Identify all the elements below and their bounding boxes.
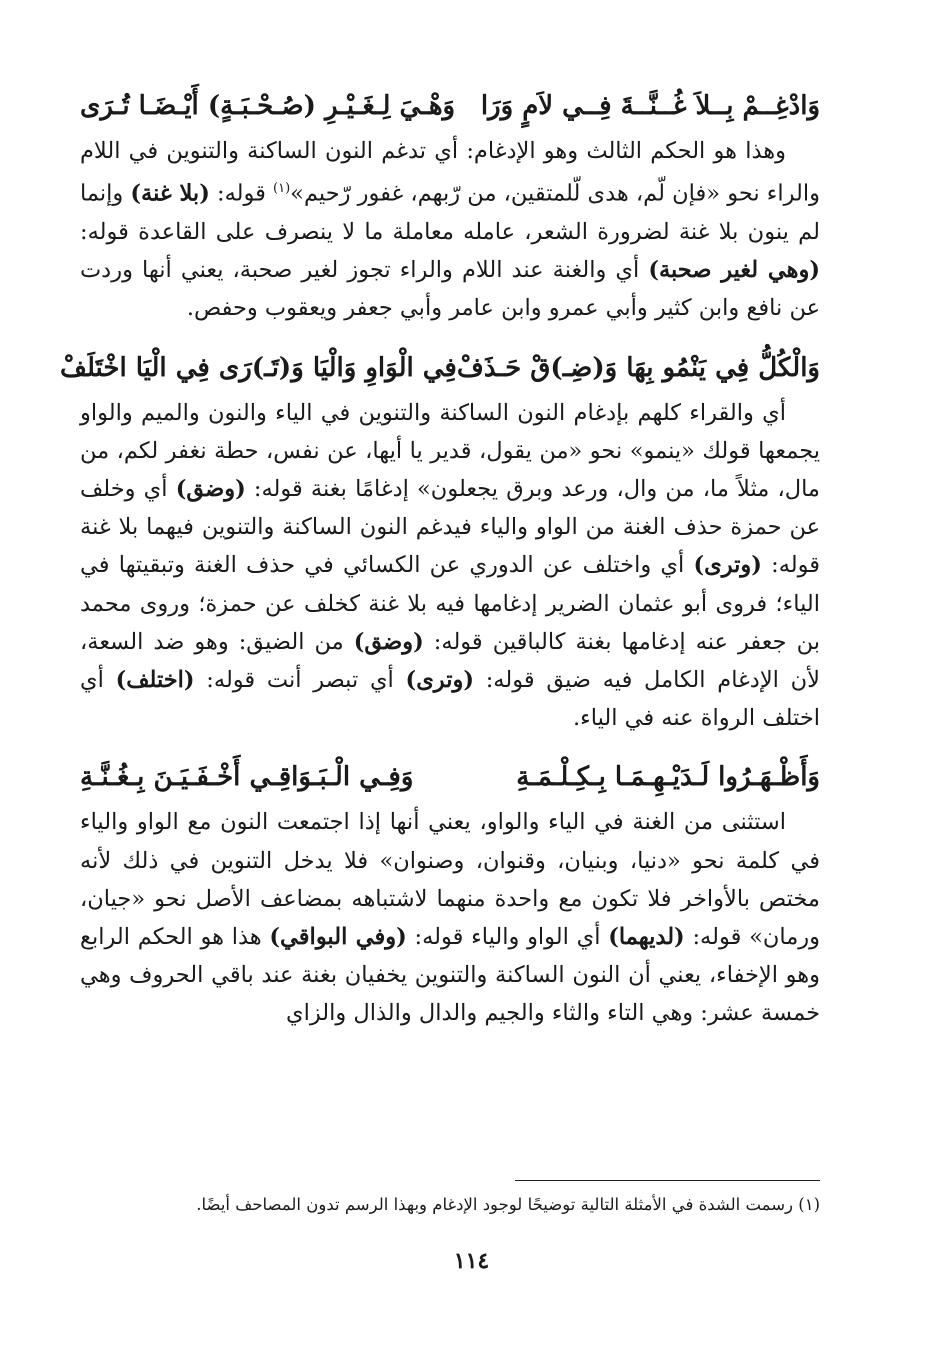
quoted-term: (وضق) bbox=[175, 475, 246, 502]
verse-1-first-hemistich: وَادْغِــمْ بِــلاَ غُــنَّــةَ فِــي لاَمٍ وَرَا bbox=[480, 91, 820, 121]
quoted-term: (لديهما) bbox=[608, 923, 685, 950]
text-run: أي والغنة عند اللام والراء تجوز لغير صحبة، يعني أنها وردت عن نافع وابن كثير وأبي عمرو وابن عامر وأبي جعفر ويعقوب وحفص. bbox=[80, 257, 820, 322]
text-run: وإنما لم ينون بلا غنة لضرورة الشعر، عامله معاملة ما لا ينصرف على القاعدة قوله: bbox=[80, 180, 820, 245]
text-run: وهذا هو الحكم الثالث وهو الإدغام: أي تدغم النون الساكنة والتنوين في اللام والراء نحو «فإن لّم، هدى لّلمتقين، من رّبهم، غفور رّحيم» bbox=[80, 138, 820, 207]
verse-3-second-hemistich: وَفِـي الْـبَـوَاقِـي أَخْـفَـيَـنَ بِـغُـنَّـةِ bbox=[80, 762, 414, 793]
text-run: أي والقراء كلهم بإدغام النون الساكنة والتنوين في الياء والنون والميم والواو يجمعها قولك «ينمو» نحو «من يقول، قدير يا أيها، عن نفس، حطة نغفر لكم، من مال، مثلاً ما، من وال، ورعد وبرق يجعلون» إدغامًا بغنة قوله: bbox=[80, 399, 820, 502]
verse-line-2 bbox=[60, 346, 820, 390]
footnote-marker: (١) bbox=[798, 1195, 820, 1214]
text-run: استثنى من الغنة في الياء والواو، يعني أنها إذا اجتمعت النون مع الواو والياء في كلمة نحو «دنيا، وبنيان، وقنوان، وصنوان» فلا يدخل التنوين في ذلك لأنه مختص بالأواخر فلا تكون مع واحدة منهما لاشتباهه بمضاعف الأصل نحو «جيان، ورمان» قوله: bbox=[80, 809, 820, 950]
verse-line-3 bbox=[80, 755, 820, 799]
text-run: أي الواو والياء قوله: bbox=[406, 923, 609, 950]
footnote-text: رسمت الشدة في الأمثلة التالية توضيحًا لوجود الإدغام وبهذا الرسم تدون المصاحف أيضًا. bbox=[196, 1195, 793, 1214]
text-run: أي واختلف عن الدوري عن الكسائي في حذف الغنة وتبقيتها في الياء؛ فروى أبو عثمان الضرير إدغامها فيه بلا غنة كخلف عن حمزة؛ وروى محمد بن جعفر عنه إدغامها بغنة كالباقين قوله: bbox=[80, 552, 820, 655]
commentary-paragraph-2 bbox=[80, 394, 820, 738]
verse-1-second-hemistich: وَهْـيَ لِـغَـيْـرِ (صُـحْـبَـةٍ) أَيْـضَـا تُـرَى bbox=[80, 91, 456, 121]
text-run: أي اختلف الرواة عنه في الياء. bbox=[80, 666, 820, 732]
text-run: أي وخلف عن حمزة حذف الغنة من الواو والياء فيدغم النون الساكنة والتنوين فيهما بلا غنة قوله: bbox=[80, 475, 821, 579]
page-number: ١١٤ bbox=[453, 1248, 490, 1274]
verse-2-first-hemistich: وَالْكُلُّ فِي يَنْمُو بِهَا وَ(ضِـ)قْ حَـذَفْ bbox=[456, 352, 820, 383]
commentary-paragraph-1 bbox=[80, 132, 820, 328]
quoted-term: (وفي البواقي) bbox=[269, 923, 407, 950]
footnote-reference: (١) bbox=[273, 181, 291, 197]
quoted-term: (وضق) bbox=[353, 628, 424, 655]
text-run: قوله: bbox=[209, 180, 274, 207]
text-run: هذا هو الحكم الرابع وهو الإخفاء، يعني أن النون الساكنة والتنوين يخفيان بغنة عند باقي الحروف وهي خمسة عشر: وهي التاء والثاء والجيم والدال والذال والزاي bbox=[80, 923, 820, 1027]
footnote-separator bbox=[515, 1180, 820, 1181]
verse-2-second-hemistich: فِي الْوَاوِ وَالْيَا وَ(تَـ)رَى فِي الْيَا اخْتَلَفْ bbox=[60, 352, 457, 383]
footnote bbox=[120, 1192, 820, 1218]
text-run: أي تبصر أنت قوله: bbox=[194, 666, 406, 693]
quoted-term: (اختلف) bbox=[115, 666, 195, 693]
quoted-term: (وهي لغير صحبة) bbox=[648, 257, 820, 284]
commentary-paragraph-3 bbox=[80, 803, 820, 1032]
quoted-term: (وترى) bbox=[693, 552, 762, 579]
verse-3-first-hemistich: وَأَظْـهَـرُوا لَـدَيْـهِـمَـا بِـكِـلْـمَـةِ bbox=[516, 762, 820, 793]
text-run: من الضيق: وهو ضد السعة، لأن الإدغام الكامل فيه ضيق قوله: bbox=[80, 628, 820, 693]
page-body bbox=[60, 78, 821, 1033]
quoted-term: (بلا غنة) bbox=[130, 180, 210, 207]
verse-line-1 bbox=[80, 84, 820, 128]
quoted-term: (وترى) bbox=[405, 666, 474, 693]
